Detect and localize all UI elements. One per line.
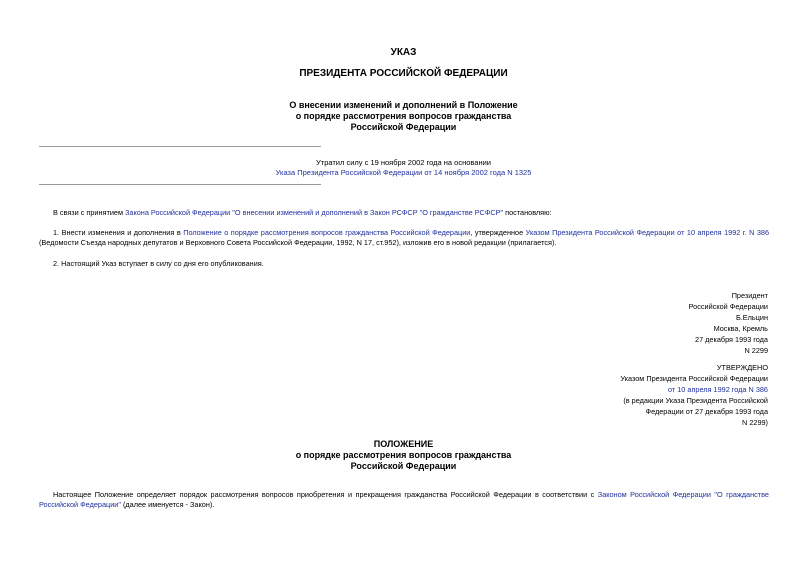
status-line: Утратил силу с 19 ноября 2002 года на основании	[316, 158, 491, 167]
intro-text: (далее именуется - Закон).	[120, 500, 215, 509]
signature-line: Российской Федерации	[688, 302, 768, 311]
signature-block	[689, 290, 768, 356]
approval-block	[620, 362, 768, 428]
divider-top	[39, 146, 321, 147]
regulation-heading	[0, 439, 807, 472]
decree-subject-line: о порядке рассмотрения вопросов гражданства	[295, 111, 512, 121]
approval-line: Указом Президента Российской Федерации	[620, 374, 768, 383]
decree-386-link[interactable]: Указом Президента Российской Федерации от 10 апреля 1992 г. N 386	[525, 228, 770, 237]
decree-issuer: ПРЕЗИДЕНТА РОССИЙСКОЙ ФЕДЕРАЦИИ	[299, 68, 508, 79]
approval-line: УТВЕРЖДЕНО	[716, 363, 768, 372]
regulation-title: ПОЛОЖЕНИЕ	[373, 439, 434, 449]
preamble-text: постановляю:	[503, 208, 552, 217]
signature-line: 27 декабря 1993 года	[695, 335, 768, 344]
signature-line: Президент	[731, 291, 768, 300]
decree-subject-line: О внесении изменений и дополнений в Положение	[289, 100, 518, 110]
item-2-paragraph: 2. Настоящий Указ вступает в силу со дня его опубликования.	[53, 259, 264, 268]
status-note	[0, 158, 807, 178]
approval-line: (в редакции Указа Президента Российской	[623, 396, 768, 405]
decree-title: УКАЗ	[390, 47, 417, 58]
regulation-subject-line: о порядке рассмотрения вопросов гражданства	[295, 450, 512, 460]
preamble-text: В связи с принятием	[53, 208, 125, 217]
approval-line: N 2299)	[742, 418, 768, 427]
decree-subject-line: Российской Федерации	[350, 122, 457, 132]
regulation-link[interactable]: Положение о порядке рассмотрения вопросов гражданства Российской Федерации	[183, 228, 471, 237]
citizenship-law-link[interactable]: Законом Российской Федерации "О гражданстве Российской Федерации"	[39, 490, 769, 509]
item-1-paragraph	[39, 228, 769, 248]
item-1-text: 1. Внести изменения и дополнения в	[53, 228, 184, 237]
preamble-paragraph	[39, 208, 769, 218]
item-1-text: , утвержденное	[470, 228, 526, 237]
approval-link[interactable]: от 10 апреля 1992 года N 386	[667, 385, 768, 394]
regulation-subject-line: Российской Федерации	[350, 461, 457, 471]
approval-line: Федерации от 27 декабря 1993 года	[645, 407, 768, 416]
intro-paragraph	[39, 490, 769, 510]
intro-text: Настоящее Положение определяет порядок рассмотрения вопросов приобретения и прекращения гражданства Российской Федерации в соответствии с	[53, 490, 598, 499]
status-link[interactable]: Указа Президента Российской Федерации от 14 ноября 2002 года N 1325	[275, 168, 532, 177]
item-1-text: (Ведомости Съезда народных депутатов и Верховного Совета Российской Федерации, 1992, N 17, ст.952), изложив его в новой редакции (прилагается).	[39, 238, 557, 247]
law-link[interactable]: Закона Российской Федерации "О внесении изменений и дополнений в Закон РСФСР "О гражданстве РСФСР"	[125, 208, 504, 217]
signature-line: N 2299	[744, 346, 768, 355]
signature-line: Москва, Кремль	[713, 324, 768, 333]
decree-subject	[0, 100, 807, 133]
signature-line: Б.Ельцин	[735, 313, 768, 322]
divider-bottom	[39, 184, 321, 185]
